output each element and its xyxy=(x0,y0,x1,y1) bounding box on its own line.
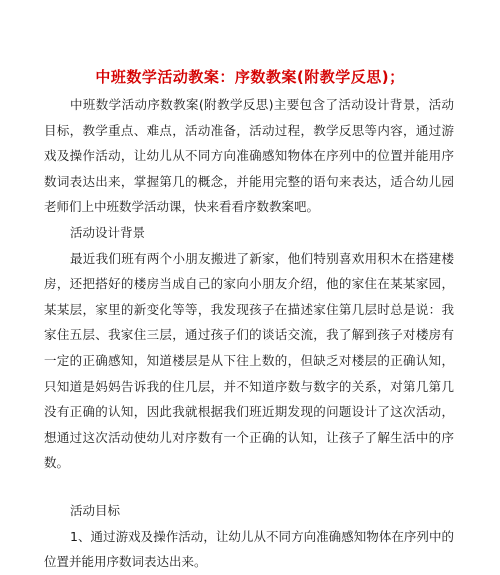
document-body xyxy=(44,92,454,575)
intro-paragraph: 中班数学活动序数教案(附教学反思)主要包含了活动设计背景，活动目标，教学重点、难点，活动准备，活动过程，教学反思等内容，通过游戏及操作活动，让幼儿从不同方向准确感知物体在序列中的位置并能用序数词表达出来，掌握第几的概念，并能用完整的语句来表达，适合幼儿园老师们上中班数学活动课，快来看看序数教案吧。 xyxy=(44,97,454,215)
section-heading-background: 活动设计背景 xyxy=(70,224,146,240)
objective-item-1: 1、通过游戏及操作活动，让幼儿从不同方向准确感知物体在序列中的位置并能用序数词表达出来。 xyxy=(44,528,454,570)
paragraph-spacer xyxy=(44,476,454,498)
section-heading-objectives: 活动目标 xyxy=(70,502,121,518)
background-paragraph: 最近我们班有两个小朋友搬进了新家，他们特别喜欢用积木在搭建楼房，还把搭好的楼房当成自己的家向小朋友介绍，他的家住在某某家园，某某层，家里的新变化等等，我发现孩子在描述家住第几层时总是说：我家住五层、我家住三层，通过孩子们的谈话交流，我了解到孩子对楼房有一定的正确感知，知道楼层是从下往上数的，但缺乏对楼层的正确认知，只知道是妈妈告诉我的住几层，并不知道序数与数字的关系，对第几第几没有正确的认知，因此我就根据我们班近期发现的问题设计了这次活动，想通过这次活动使幼儿对序数有一个正确的认知，让孩子了解生活中的序数。 xyxy=(44,250,454,471)
document-title: 中班数学活动教案：序数教案(附教学反思)； xyxy=(95,68,405,86)
